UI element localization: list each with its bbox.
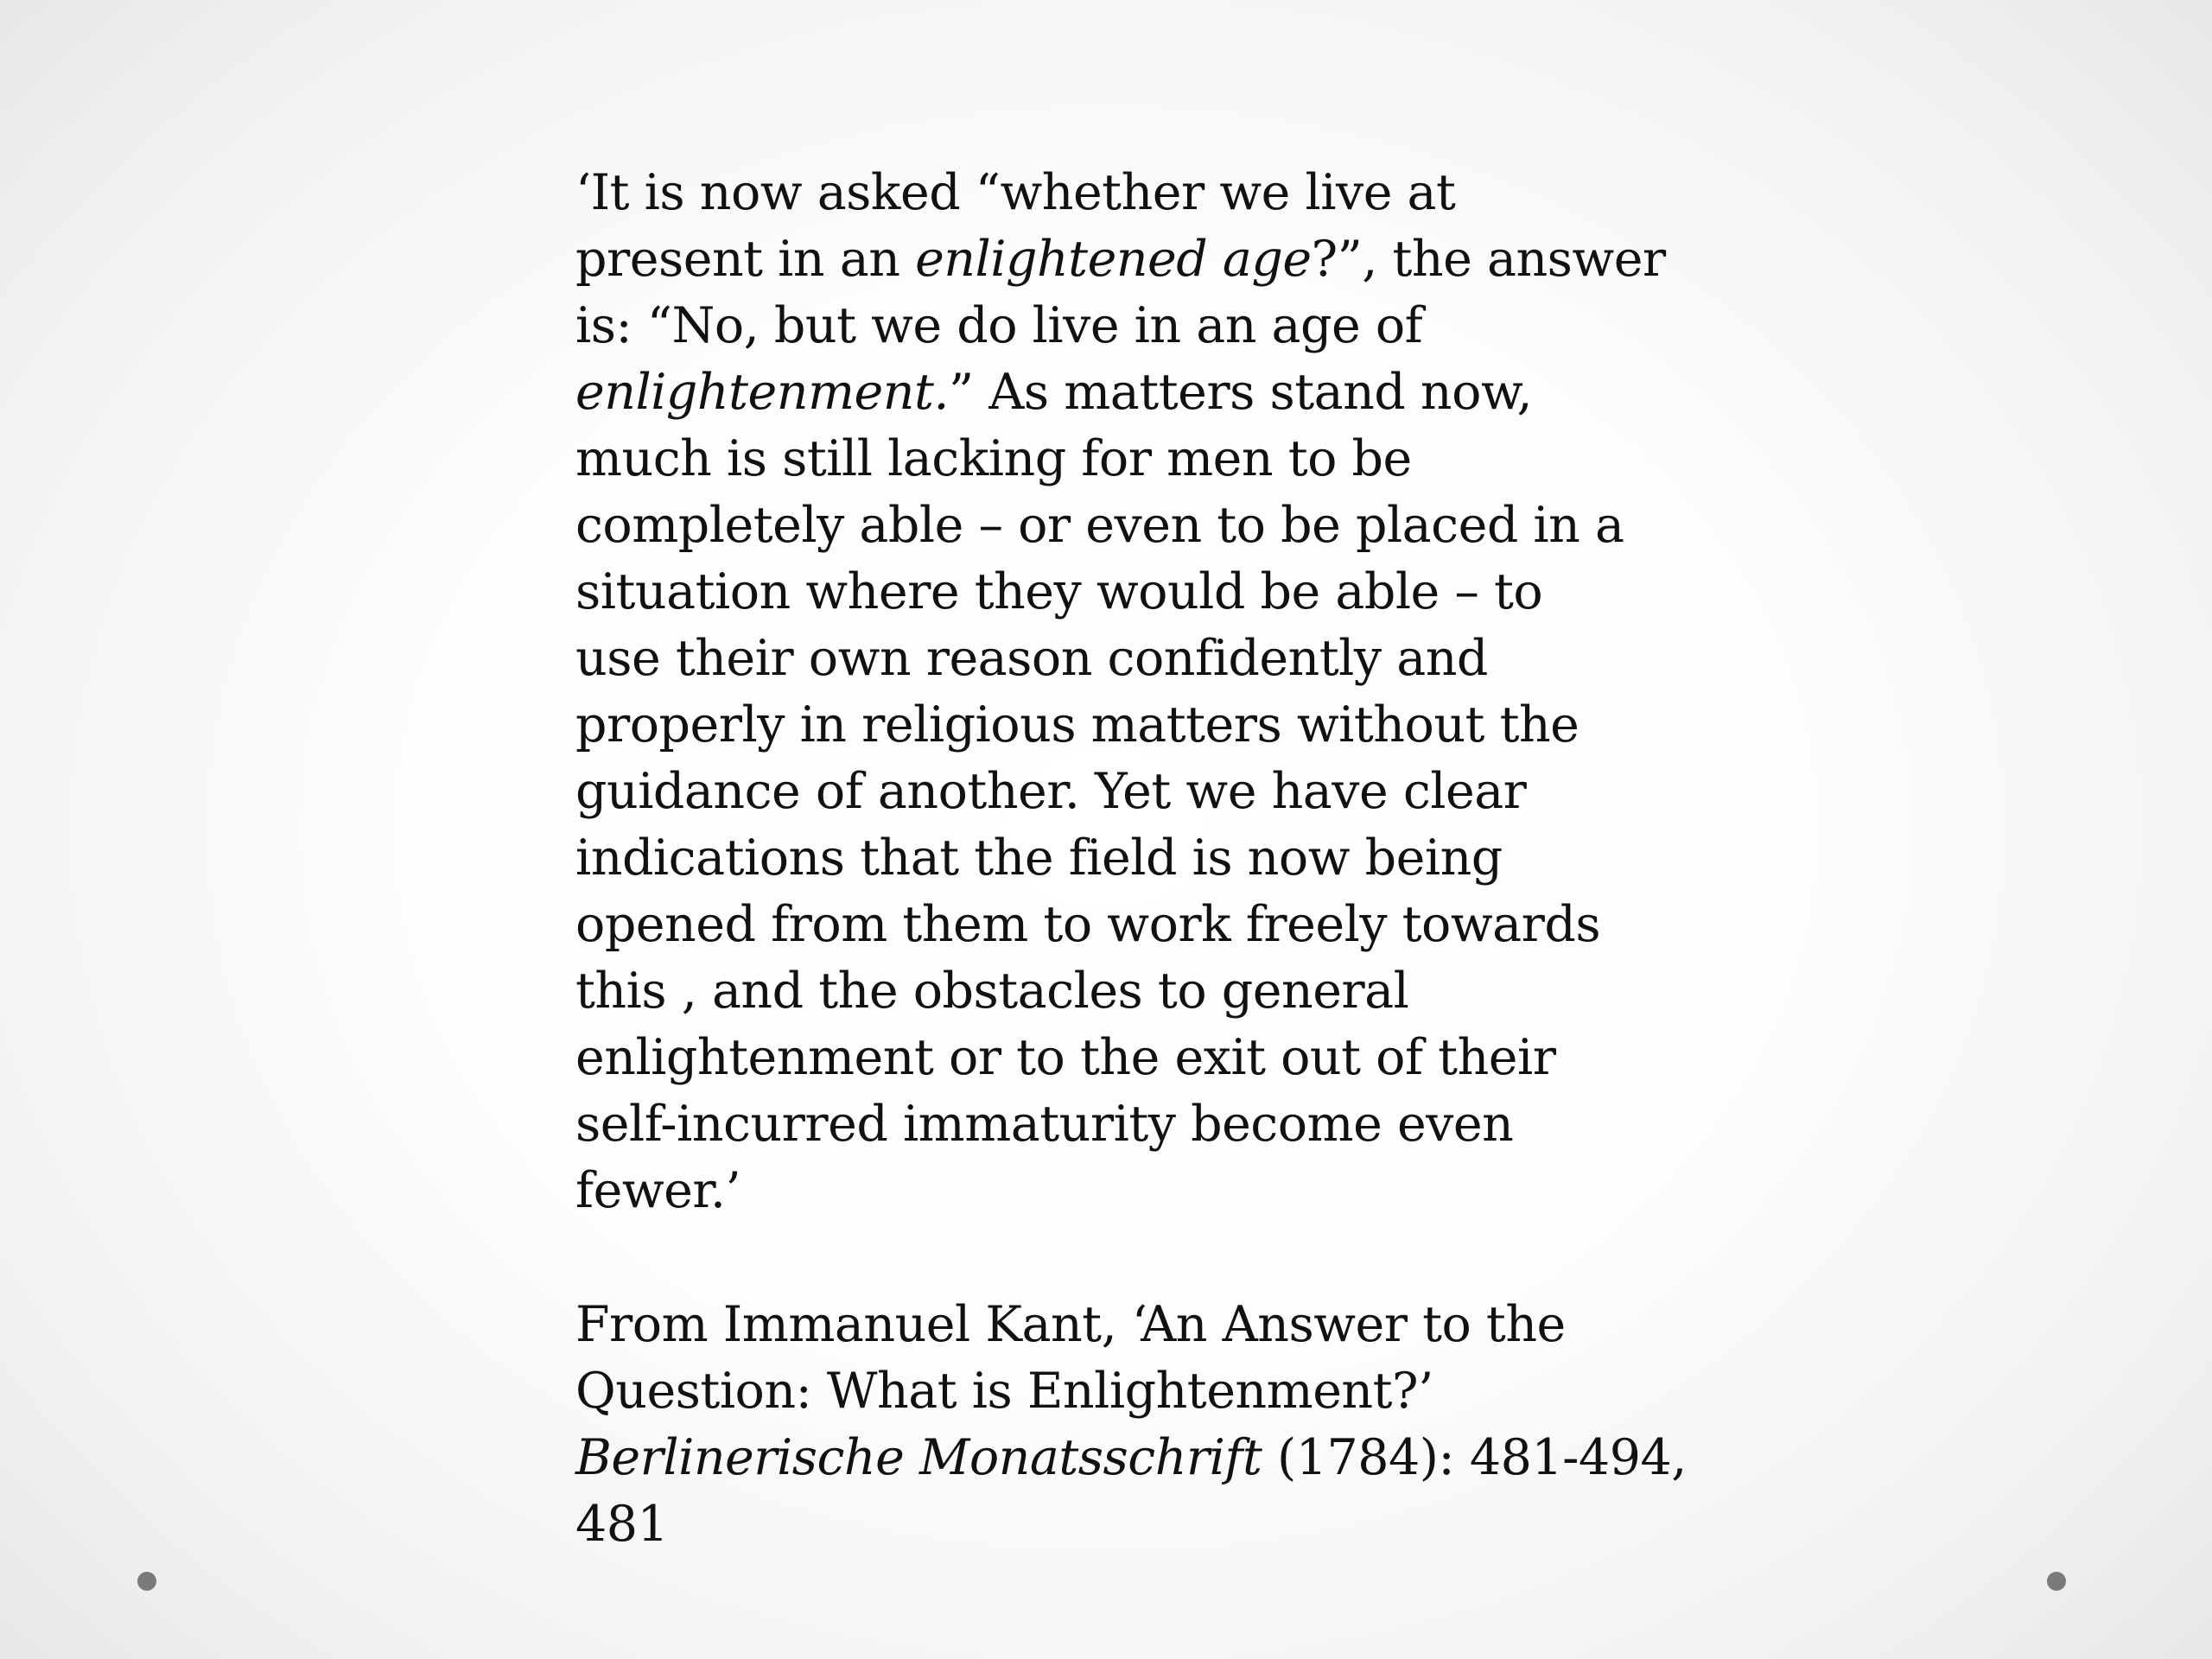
citation-text: (1784): 481-494,: [1262, 1429, 1687, 1486]
quote-text: present in an: [575, 231, 916, 288]
quote-line: fewer.’: [575, 1162, 741, 1219]
right-bullet-dot-icon: [2047, 1572, 2066, 1591]
quote-text: ?”, the answer: [1311, 231, 1666, 288]
citation-line: Question: What is Enlightenment?’: [575, 1363, 1433, 1420]
quote-line: situation where they would be able – to: [575, 563, 1543, 620]
citation-line: 481: [575, 1496, 669, 1553]
quote-line: indications that the field is now being: [575, 830, 1503, 887]
quote-italic-text: enlightenment.: [575, 364, 949, 421]
quote-line: completely able – or even to be placed in a: [575, 497, 1624, 554]
quote-line: use their own reason confidently and: [575, 630, 1488, 687]
left-bullet-dot-icon: [137, 1572, 156, 1591]
quote-line: [575, 226, 1681, 293]
citation-paragraph: [575, 1292, 1687, 1558]
quote-line: is: “No, but we do live in an age of: [575, 297, 1423, 354]
citation-line: From Immanuel Kant, ‘An Answer to the: [575, 1296, 1566, 1353]
quote-line: opened from them to work freely towards: [575, 896, 1601, 953]
slide-body-text: [575, 160, 1687, 1558]
quote-line: much is still lacking for men to be: [575, 430, 1412, 487]
quote-line: this , and the obstacles to general: [575, 963, 1409, 1020]
quote-line: properly in religious matters without the: [575, 696, 1580, 753]
quote-line: [575, 359, 1681, 426]
quote-line: self-incurred immaturity become even: [575, 1096, 1514, 1153]
citation-line: [575, 1425, 1687, 1491]
quote-text: ” As matters stand now,: [948, 364, 1533, 421]
paragraph-spacer: [575, 1224, 1681, 1292]
quote-line: enlightenment or to the exit out of their: [575, 1029, 1556, 1086]
quote-paragraph: [575, 160, 1681, 1224]
quote-line: ‘It is now asked “whether we live at: [575, 164, 1456, 221]
quote-line: guidance of another. Yet we have clear: [575, 763, 1527, 820]
journal-title: Berlinerische Monatsschrift: [575, 1429, 1262, 1486]
quote-italic-text: enlightened age: [915, 231, 1312, 288]
